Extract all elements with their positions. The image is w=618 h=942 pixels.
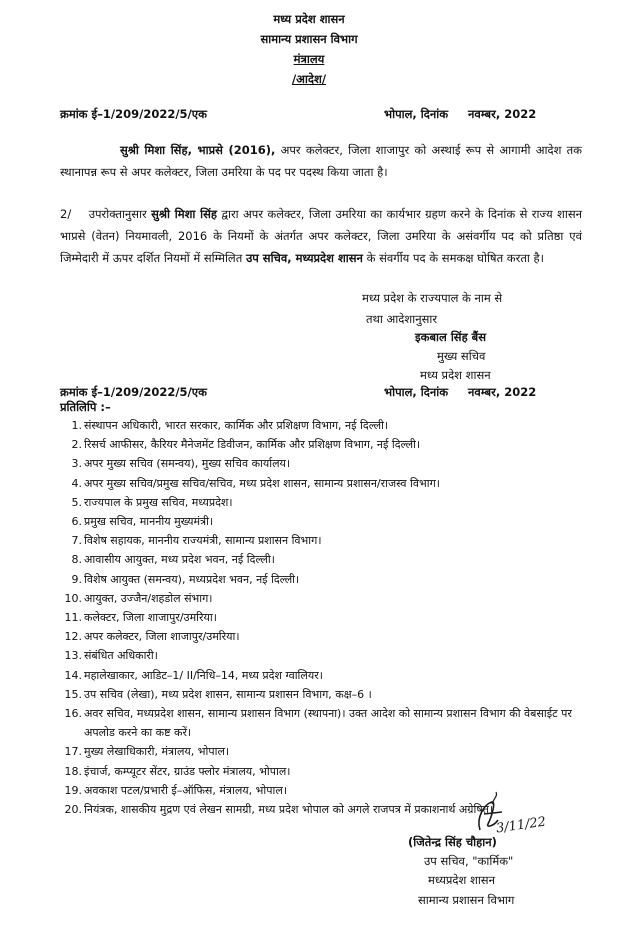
copy-place-date: भोपाल, दिनांक नवम्बर, 2022 — [384, 385, 537, 399]
list-item: 15. उप सचिव (लेखा), मध्य प्रदेश शासन, सामान्य प्रशासन विभाग, कक्ष–6 । — [64, 687, 372, 701]
para1-officer-name: सुश्री मिशा सिंह, भाप्रसे (2016), — [120, 143, 276, 157]
order-paragraph-1 — [60, 139, 582, 183]
chief-secretary-designation: मुख्य सचिव — [437, 349, 486, 363]
chief-secretary-name: इकबाल सिंह बैंस — [415, 330, 487, 344]
signatory-department: सामान्य प्रशासन विभाग — [418, 893, 515, 907]
list-item: 11. कलेक्टर, जिला शाजापुर/उमरिया। — [64, 611, 217, 625]
para2-officer-name: सुश्री मिशा सिंह — [151, 207, 217, 221]
list-item: 19. अवकाश पटल/प्रभारी ई–ऑफिस, मंत्रालय, भोपाल। — [64, 783, 287, 797]
list-item: 17. मुख्य लेखाधिकारी, मंत्रालय, भोपाल। — [64, 745, 230, 759]
list-item: 18. इंचार्ज, कम्प्यूटर सेंटर, ग्राउंड फ्लोर मंत्रालय, भोपाल। — [64, 764, 291, 778]
list-item: 14. महालेखाकार, आडिट–1/ II/निधि–14, मध्य प्रदेश ग्वालियर। — [64, 668, 323, 682]
para1-text: अपर कलेक्टर, जिला शाजापुर को अस्थाई रूप से आगामी आदेश तक स्थानापन्न रूप से अपर कलेक्टर, जिला उमरिया के पद पर पदस्थ किया जाता है। — [60, 143, 583, 179]
chief-secretary-office: मध्य प्रदेश शासन — [420, 368, 491, 382]
header-line-department: सामान्य प्रशासन विभाग — [260, 32, 358, 46]
list-item: 7. विशेष सहायक, माननीय राज्यमंत्री, सामान्य प्रशासन विभाग। — [71, 534, 322, 548]
header-line-secretariat — [0, 52, 618, 67]
header-line-government: मध्य प्रदेश शासन — [273, 12, 345, 26]
order-paragraph-2 — [60, 203, 582, 269]
para2-post-name: उप सचिव, मध्यप्रदेश शासन — [245, 251, 363, 265]
para2-text-1: द्वारा अपर कलेक्टर, जिला उमरिया का कार्यभार ग्रहण करने के दिनांक से राज्य शासन भाप्रसे (वेतन) नियमावली, 2016 के नियमों के अंतर्गत अपर कलेक्टर, जिला उमरिया के असंवर्गीय पद को प्रतिष्ठा एवं जिम्मेदारी में ऊपर दर्शित नियमों में सम्मिलित — [60, 207, 583, 265]
list-item: 12. अपर कलेक्टर, जिला शाजापुर/उमरिया। — [64, 630, 240, 644]
list-item: 10. आयुक्त, उज्जैन/शहडोल संभाग। — [64, 591, 213, 605]
list-item: 5. राज्यपाल के प्रमुख सचिव, मध्यप्रदेश। — [71, 495, 233, 509]
list-item: 16. अवर सचिव, मध्यप्रदेश शासन, सामान्य प्रशासन विभाग (स्थापना)। उक्त आदेश को सामान्य प्रशासन विभाग की वेबसाईट पर अपलोड करने का कष्ट करें। — [64, 707, 572, 740]
authority-line-2: तथा आदेशानुसार — [366, 312, 438, 326]
header-order-text: /आदेश/ — [291, 72, 327, 86]
handwritten-date-note: 3/11/22 — [495, 814, 547, 837]
authority-line-1: मध्य प्रदेश के राज्यपाल के नाम से — [362, 291, 503, 305]
para2-lead: उपरोक्तानुसार — [88, 207, 147, 221]
list-item: 9. विशेष आयुक्त (समन्वय), मध्यप्रदेश भवन, नई दिल्ली। — [71, 572, 300, 586]
copy-label: प्रतिलिपि :– — [60, 400, 111, 414]
signatory-designation: उप सचिव, "कार्मिक" — [424, 854, 514, 868]
header-line-order — [0, 72, 618, 87]
signatory-name: (जितेन्द्र सिंह चौहान) — [408, 835, 497, 849]
signatory-office: मध्यप्रदेश शासन — [428, 873, 495, 887]
list-item: 1. संस्थापन अधिकारी, भारत सरकार, कार्मिक और प्रशिक्षण विभाग, नई दिल्ली। — [71, 419, 389, 432]
list-item: 3. अपर मुख्य सचिव (समन्वय), मुख्य सचिव कार्यालय। — [71, 457, 291, 471]
list-item: 13. संबंधित अधिकारी। — [64, 649, 158, 663]
list-item: 8. आवासीय आयुक्त, मध्य प्रदेश भवन, नई दिल्ली। — [71, 553, 275, 567]
list-item: 4. अपर मुख्य सचिव/प्रमुख सचिव/सचिव, मध्य प्रदेश शासन, सामान्य प्रशासन/राजस्व विभाग। — [71, 476, 440, 490]
para2-index: 2/ — [60, 207, 72, 221]
para2-text-2: के संवर्गीय पद के समकक्ष घोषित करता है। — [362, 251, 544, 265]
list-item: 6. प्रमुख सचिव, माननीय मुख्यमंत्री। — [71, 515, 214, 529]
list-item: 2. रिसर्च आफीसर, कैरियर मैनेजमेंट डिवीजन, कार्मिक और प्रशिक्षण विभाग, नई दिल्ली। — [71, 438, 421, 452]
header-secretariat-text: मंत्रालय — [293, 52, 325, 66]
order-place-date: भोपाल, दिनांक नवम्बर, 2022 — [384, 107, 537, 121]
copy-order-number: क्रमांक ई–1/209/2022/5/एक — [60, 385, 207, 399]
copy-recipients-list — [66, 416, 586, 819]
order-number: क्रमांक ई–1/209/2022/5/एक — [60, 107, 207, 121]
list-item: 20. नियंत्रक, शासकीय मुद्रण एवं लेखन सामग्री, मध्य प्रदेश भोपाल को अगले राजपत्र में प्रकाशनार्थ अग्रेषित। — [64, 803, 494, 817]
